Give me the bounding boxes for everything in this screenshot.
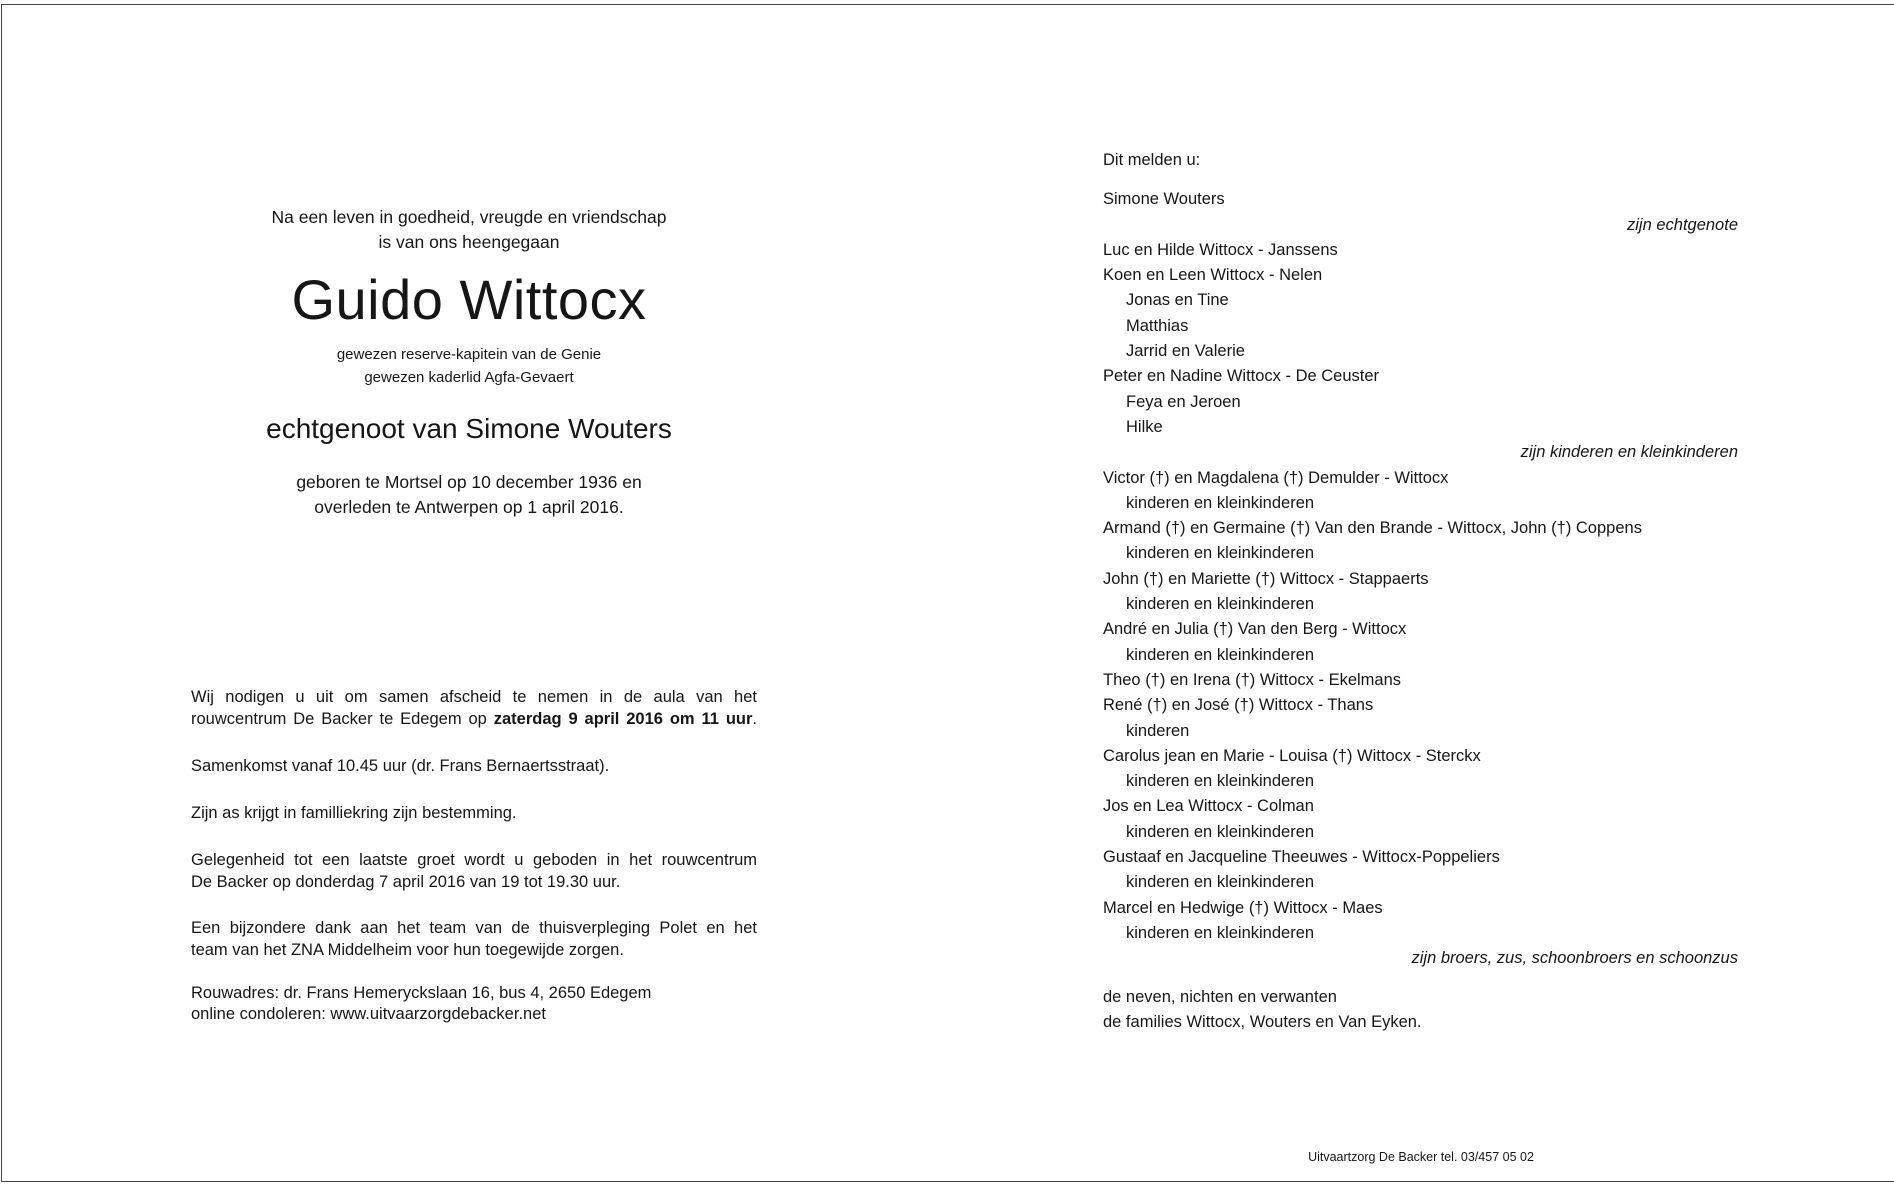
sibling-descendants: kinderen en kleinkinderen	[1126, 822, 1315, 841]
extended-family: de neven, nichten en verwanten	[1103, 988, 1337, 1007]
sibling-family: Armand (†) en Germaine (†) Van den Brande - Wittocx, John (†) Coppens	[1103, 519, 1642, 538]
siblings-relation: zijn broers, zus, schoonbroers en schoonzus	[1411, 949, 1738, 968]
spouse-name: Simone Wouters	[1103, 190, 1225, 209]
former-title-1: gewezen reserve-kapitein van de Genie	[336, 346, 602, 363]
sibling-family: Theo (†) en Irena (†) Wittocx - Ekelmans	[1103, 670, 1402, 689]
intro-line-1: Na een leven in goedheid, vreugde en vriendschap	[271, 207, 667, 227]
sibling-family: Marcel en Hedwige (†) Wittocx - Maes	[1103, 898, 1383, 917]
grandchild: Jonas en Tine	[1126, 291, 1229, 310]
mourners-list	[1103, 148, 1738, 1036]
sibling-family: Carolus jean en Marie - Louisa (†) Wittocx - Sterckx	[1103, 746, 1481, 765]
gathering-paragraph	[191, 755, 757, 777]
thanks-paragraph	[191, 917, 757, 961]
invitation-line-2	[191, 708, 757, 730]
sibling-family: André en Julia (†) Van den Berg - Wittocx	[1103, 620, 1407, 639]
sibling-descendants: kinderen en kleinkinderen	[1126, 923, 1315, 942]
farewell-paragraph	[191, 849, 757, 893]
sibling-descendants: kinderen en kleinkinderen	[1126, 772, 1315, 791]
former-title-2: gewezen kaderlid Agfa-Gevaert	[364, 369, 574, 386]
families-line: de families Wittocx, Wouters en Van Eyken.	[1103, 1013, 1422, 1032]
spouse-relation: zijn echtgenote	[1627, 215, 1738, 234]
gathering-text: Samenkomst vanaf 10.45 uur (dr. Frans Bernaertsstraat).	[191, 757, 610, 775]
ashes-text: Zijn as krijgt in familliekring zijn bestemming.	[191, 804, 517, 822]
sibling-descendants: kinderen en kleinkinderen	[1126, 544, 1315, 563]
grandchild: Hilke	[1126, 417, 1163, 436]
child-family: Peter en Nadine Wittocx - De Ceuster	[1103, 367, 1380, 386]
sibling-family: Jos en Lea Wittocx - Colman	[1103, 797, 1314, 816]
thanks-line-1: Een bijzondere dank aan het team van de thuisverpleging Polet en het	[191, 919, 757, 937]
funeral-home-footer: Uitvaartzorg De Backer tel. 03/457 05 02	[1308, 1150, 1534, 1164]
deceased-name: Guido Wittocx	[291, 268, 647, 331]
child-family: Koen en Leen Wittocx - Nelen	[1103, 266, 1323, 285]
children-relation: zijn kinderen en kleinkinderen	[1520, 443, 1738, 462]
grandchild: Jarrid en Valerie	[1126, 342, 1245, 361]
thanks-line-2: team van het ZNA Middelheim voor hun toegewijde zorgen.	[191, 941, 624, 959]
invitation-text: rouwcentrum De Backer te Edegem op	[191, 710, 494, 728]
child-family: Luc en Hilde Wittocx - Janssens	[1103, 240, 1338, 259]
death-line: overleden te Antwerpen op 1 april 2016.	[314, 497, 624, 517]
sibling-family: Victor (†) en Magdalena (†) Demulder - Wittocx	[1103, 468, 1449, 487]
contact-paragraph	[191, 983, 757, 1025]
grandchild: Feya en Jeroen	[1126, 392, 1241, 411]
ashes-paragraph	[191, 802, 757, 824]
birth-line: geboren te Mortsel op 10 december 1936 en	[296, 472, 642, 492]
spouse-line: echtgenoot van Simone Wouters	[266, 413, 672, 444]
ceremony-datetime: zaterdag 9 april 2016 om 11 uur	[493, 710, 753, 728]
sibling-descendants: kinderen en kleinkinderen	[1126, 595, 1315, 614]
sibling-family: Gustaaf en Jacqueline Theeuwes - Wittocx-Poppeliers	[1103, 848, 1500, 867]
sibling-descendants: kinderen en kleinkinderen	[1126, 873, 1315, 892]
grandchild: Matthias	[1126, 316, 1189, 335]
intro-line-2: is van ons heengegaan	[378, 232, 560, 252]
sibling-family: René (†) en José (†) Wittocx - Thans	[1103, 696, 1374, 715]
online-condolences: online condoleren: www.uitvaarzorgdebacker.net	[191, 1005, 546, 1023]
invitation-end: .	[752, 710, 757, 728]
farewell-line-2: De Backer op donderdag 7 april 2016 van 19 tot 19.30 uur.	[191, 873, 621, 891]
sibling-descendants: kinderen en kleinkinderen	[1126, 645, 1315, 664]
sibling-family: John (†) en Mariette (†) Wittocx - Stappaerts	[1103, 569, 1429, 588]
mourners-heading: Dit melden u:	[1103, 151, 1201, 169]
farewell-line-1: Gelegenheid tot een laatste groet wordt u geboden in het rouwcentrum	[191, 851, 757, 869]
invitation-paragraph	[191, 686, 757, 730]
mourning-address: Rouwadres: dr. Frans Hemeryckslaan 16, bus 4, 2650 Edegem	[191, 984, 652, 1002]
invitation-line-1: Wij nodigen u uit om samen afscheid te nemen in de aula van het	[191, 688, 757, 706]
sibling-descendants: kinderen en kleinkinderen	[1126, 493, 1315, 512]
sibling-descendants: kinderen	[1126, 721, 1190, 740]
